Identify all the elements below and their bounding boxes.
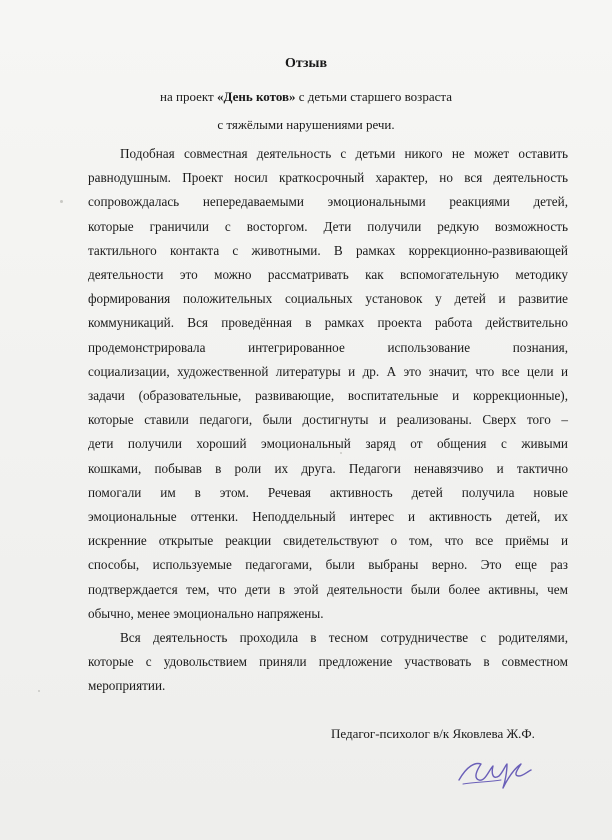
body-line: социализации, художественной литературы и др. А это значит, что все цели и xyxy=(88,363,568,379)
paper-speck xyxy=(38,690,40,692)
handwritten-signature-icon xyxy=(455,752,535,792)
subtitle-line-2: с тяжёлыми нарушениями речи. xyxy=(217,117,395,132)
body-line: эмоциональные оттенки. Неподдельный интерес и активность детей, их xyxy=(88,509,568,525)
project-name: «День котов» xyxy=(216,89,296,104)
body-line: тактильного контакта с животными. В рамках коррекционно-развивающей xyxy=(88,242,568,258)
body-line: кошками, побывав в роли их друга. Педагоги ненавязчиво и тактично xyxy=(88,460,568,476)
body-line: дети получили хороший эмоциональный заряд от общения с живыми xyxy=(88,436,568,452)
body-line: которые ставили педагоги, были достигнуты и реализованы. Сверх того – xyxy=(88,412,568,428)
body-line: коммуникаций. Вся проведённая в рамках проекта работа действительно xyxy=(88,315,568,331)
body-line: которые граничили с восторгом. Дети получили редкую возможность xyxy=(88,218,568,234)
paper-speck xyxy=(340,452,342,454)
subtitle-suffix: с детьми старшего возраста xyxy=(295,89,452,104)
body-line: мероприятии. xyxy=(88,678,166,694)
subtitle-line-1 xyxy=(0,89,612,105)
body-line: формирования положительных социальных установок у детей и развитие xyxy=(88,291,568,307)
subtitle-prefix: на проект xyxy=(160,89,217,104)
document-title: Отзыв xyxy=(284,56,328,71)
body-line: которые с удовольствием приняли предложение участвовать в совместном xyxy=(88,654,568,670)
body-line: помогали им в этом. Речевая активность детей получила новые xyxy=(88,484,568,500)
body-line: Подобная совместная деятельность с детьми никого не может оставить xyxy=(120,146,568,161)
body-line: равнодушным. Проект носил краткосрочный характер, но вся деятельность xyxy=(88,170,568,186)
body-line: способы, используемые педагогами, были выбраны верно. Это еще раз xyxy=(88,557,568,573)
signature-line: Педагог-психолог в/к Яковлева Ж.Ф. xyxy=(331,726,535,741)
body-line: деятельности это можно рассматривать как вспомогательную методику xyxy=(88,267,568,283)
body-line: продемонстрировала интегрированное использование познания, xyxy=(88,339,568,355)
paper-speck xyxy=(60,200,63,203)
body-line: подтверждается тем, что дети в этой деятельности были более активны, чем xyxy=(88,581,568,597)
body-line: искренние открытые реакции свидетельствуют о том, что все приёмы и xyxy=(88,533,568,549)
review-body xyxy=(88,142,568,699)
body-line: обычно, менее эмоционально напряжены. xyxy=(88,605,324,621)
body-line: сопровождалась непередаваемыми эмоциональными реакциями детей, xyxy=(88,194,568,210)
body-line: Вся деятельность проходила в тесном сотрудничестве с родителями, xyxy=(120,630,568,646)
body-line: задачи (образовательные, развивающие, воспитательные и коррекционные), xyxy=(88,388,568,404)
